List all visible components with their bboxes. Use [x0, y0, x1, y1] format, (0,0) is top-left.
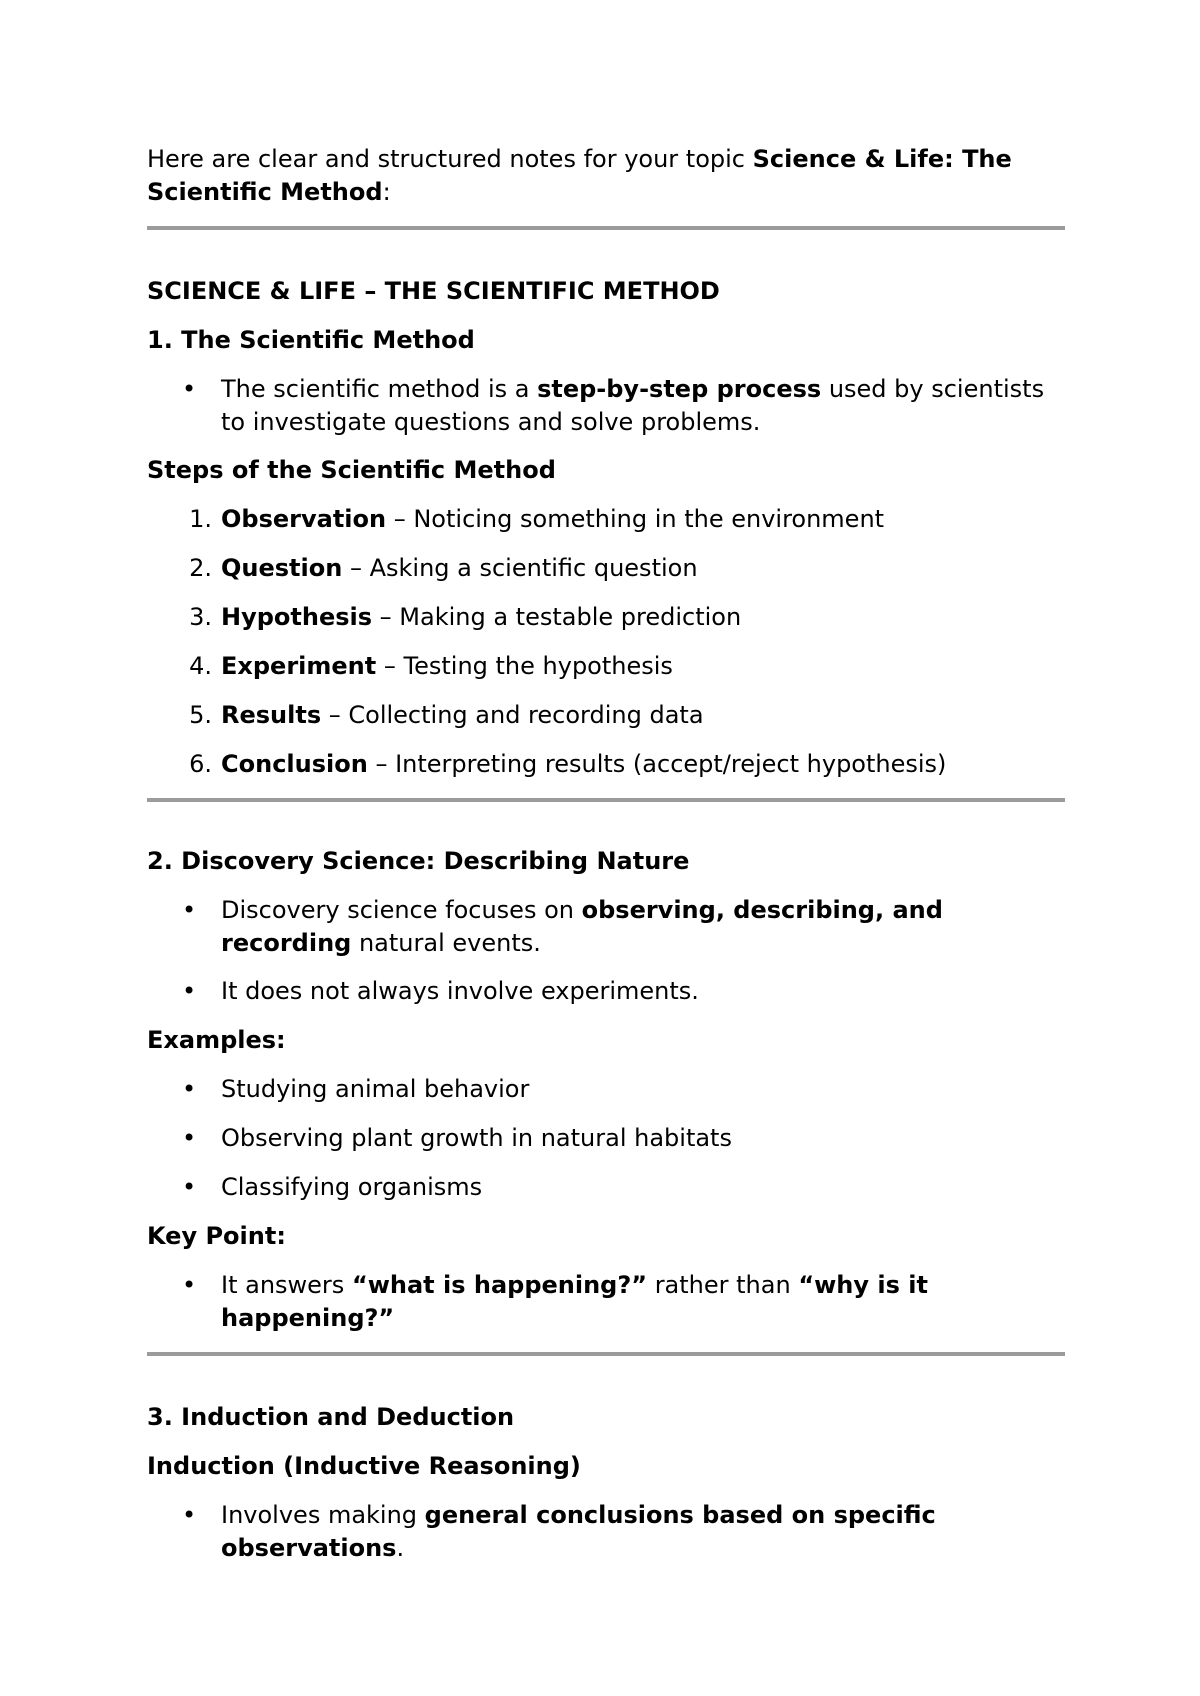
bullet-marker: • [182, 1173, 197, 1201]
step-number: 3. [189, 603, 212, 631]
bullet-text-pre: The scientific method is a [221, 375, 538, 403]
step-desc: – Noticing something in the environment [386, 505, 885, 533]
bullet-text-bold: observing, describing, and recording [221, 896, 943, 957]
bullet-text-post: used by scientists to investigate questions and solve problems. [221, 375, 1045, 436]
intro-prefix: Here are clear and structured notes for your topic [147, 145, 753, 173]
bullet-marker: • [182, 896, 197, 924]
bullet-marker: • [182, 1271, 197, 1299]
step-desc: – Asking a scientific question [342, 554, 698, 582]
section-2-heading: 2. Discovery Science: Describing Nature [147, 847, 690, 875]
step-desc: – Collecting and recording data [321, 701, 704, 729]
bullet-text: It does not always involve experiments. [221, 977, 699, 1005]
step-number: 1. [189, 505, 212, 533]
step-term: Question [221, 554, 343, 582]
bullet-text-pre: Discovery science focuses on [221, 896, 582, 924]
step-number: 5. [189, 701, 212, 729]
step-desc: – Making a testable prediction [372, 603, 742, 631]
bullet-marker: • [182, 1075, 197, 1103]
intro-paragraph [147, 143, 1065, 209]
key-point-heading: Key Point: [147, 1222, 286, 1250]
bullet-marker: • [182, 1501, 197, 1529]
step-term: Hypothesis [221, 603, 373, 631]
key-point-mid: rather than [647, 1271, 799, 1299]
section-1-heading: 1. The Scientific Method [147, 326, 475, 354]
bullet-text-bold: general conclusions based on specific observations [221, 1501, 936, 1562]
intro-topic: Science & Life: The Scientific Method [147, 145, 1012, 206]
bullet-text-pre: Involves making [221, 1501, 425, 1529]
step-term: Conclusion [221, 750, 368, 778]
bullet-marker: • [182, 1124, 197, 1152]
examples-heading: Examples: [147, 1026, 286, 1054]
section-3-heading: 3. Induction and Deduction [147, 1403, 515, 1431]
step-term: Results [221, 701, 322, 729]
bullet-marker: • [182, 977, 197, 1005]
bullet-text-post: natural events. [351, 929, 541, 957]
step-number: 6. [189, 750, 212, 778]
key-point-bold-2: “why is it happening?” [221, 1271, 928, 1332]
step-desc: – Testing the hypothesis [376, 652, 673, 680]
steps-heading: Steps of the Scientific Method [147, 456, 556, 484]
example-text: Studying animal behavior [221, 1075, 530, 1103]
example-text: Classifying organisms [221, 1173, 483, 1201]
example-text: Observing plant growth in natural habitats [221, 1124, 732, 1152]
bullet-marker: • [182, 375, 197, 403]
key-point-pre: It answers [221, 1271, 352, 1299]
step-term: Observation [221, 505, 387, 533]
divider-2 [147, 798, 1065, 802]
divider-1 [147, 226, 1065, 230]
induction-heading: Induction (Inductive Reasoning) [147, 1452, 581, 1480]
step-term: Experiment [221, 652, 377, 680]
bullet-text-bold: step-by-step process [537, 375, 822, 403]
step-number: 4. [189, 652, 212, 680]
bullet-text-post: . [396, 1534, 405, 1562]
step-desc: – Interpreting results (accept/reject hypothesis) [367, 750, 947, 778]
intro-suffix: : [382, 178, 391, 206]
divider-3 [147, 1352, 1065, 1356]
document-title: SCIENCE & LIFE – THE SCIENTIFIC METHOD [147, 277, 720, 305]
step-number: 2. [189, 554, 212, 582]
key-point-bold-1: “what is happening?” [351, 1271, 648, 1299]
